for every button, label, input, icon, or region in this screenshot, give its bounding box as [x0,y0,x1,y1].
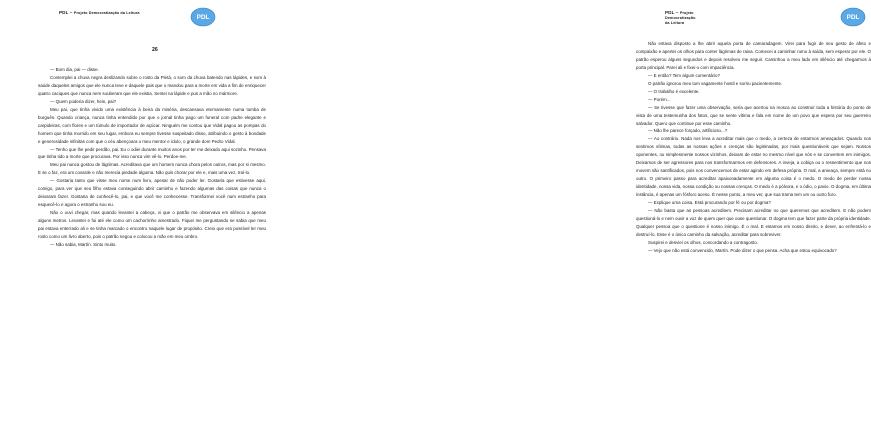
paragraph: — Ao contrário. Nada nos leva a acreditar mais que o medo, a certeza de estarmos ameaçados. Quando nos sentimos vítimas, todas as nossas ações e crenças são legitimadas, por mais questionáveis que sejam. Nossos oponentes, ou simplesmente nossos vizinhos, deixam de estar no mesmo nível que nós e se convertem em inimigos. Deixamos de ser agressores para nos transformarmos em defensores. A inveja, a cobiça ou o ressentimento que nos movem são santificados, pois nos convencemos de estar agindo em defesa própria. O mal, a ameaça, sempre está no outro. O primeiro passo para acreditar apaixonadamente em alguma coisa é o medo. O medo de perder nossa identidade, nossa vida, nossa condição ou nossas crenças. O medo é a pólvora, e o ódio, o pavio. O dogma, em última instância, é apenas um fósforo aceso. É nesse ponto, a meu ver, que sua trama tem um ou outro furo. [636,136,871,198]
paragraph: Meu pai, que tinha vivido uma existência à beira da miséria, descansava eternamente numa tumba de burguês. Quando criança, nunca tinha entendido por que o jornal tinha pago um funeral com padre elegante e carpideiras, com flores e um túmulo de importador de açúcar. Ninguém me contou que Vidal pagou as pompas do homem que tinha morrido em seu lugar, embora eu sempre tivesse suspeitado disso, atribuindo o gesto à bondade e generosidade infinitas com que o céu abençoara o meu mentor e ídolo, o grande dom Pedro Vidal. [38,106,266,144]
right-page-body [636,40,871,255]
right-page [300,0,871,424]
left-header-title: Projeto Democratização da Leitura [73,11,140,15]
paragraph: — O trabalho é excelente. [648,88,700,94]
paragraph: Não estava disposto a lhe abrir aquela porta de camaradagem. Virei para fugir de seu gesto de afeto e compaixão e apertei os olhos para conter lágrimas de raiva. Comecei a caminhar rumo à saída, sem esperar por ele. O patrão esperou alguns segundos e depois resolveu me seguir. Caminhou a meu lado em silêncio até chegarmos à porta principal. Parei ali e fixei-o com impaciência. [636,41,871,70]
paragraph: — Não sabia, Martín. Sinto muito. [50,241,117,247]
paragraph: — Gostaria tanto que visse meu nome num livro, apesar de não poder ler. Gostaria que estivesse aqui, comigo, para ver que seu filho estava conseguindo abrir caminho e fazendo algumas das coisas que nunca o deixaram fazer. Gostaria de conhecê-lo, pai, e que você me conhecesse. Transformei você num estranho para esquecê-lo e agora o estranho sou eu. [38,178,266,208]
paragraph: O patrão ignorou meu tom vagamente hostil e sorriu pacientemente. [648,80,783,86]
paragraph: — Não basta que as pessoas acreditem. Precisam acreditar no que queremos que acreditem. E não podem questioná-lo e nem ouvir a voz de quem quer que ouse questionar. O dogma tem que fazer parte da própria identidade. Qualquer pessoa que o questione é nosso inimigo. É o mal. E estamos em nosso direito, e dever, ao enfrentá-lo e destruí-lo. Esse é o único caminho da salvação, acreditar para sobreviver. [636,208,871,237]
left-running-header [59,10,140,20]
paragraph: Contemplei a chuva negra deslizando sobre o rosto da Pietá, o som da chuva batendo nas lápides, e som à saúde daqueles amigos que ele nunca teve e daquele pais que o mandou para a morte em vida a fim de enriquecer quatro caciques que nunca nem souberam que ele existia. Sentei na lápide e pus a mão no mármore. [38,74,266,96]
paragraph: Não o ouvi chegar, mas quando levantei a cabeça, vi que o patrão me observava em silêncio a apenas alguns metros. Levantei e fui até ele como um cachorrinho amestrado. Fiquei me perguntando se sabia que meu pai estava enterrado ali e se tinha marcado o encontro naquele lugar de propósito. Creio que era possível ler meu rosto como um livro aberto, pois o patrão negou e colocou a mão em meu ombro. [38,210,266,240]
paragraph: — E então? Tem algum comentário? [648,72,720,78]
page-number: 26 [152,47,158,53]
paragraph: — Se tivesse que fazer uma observação, seria que acertou na mosca ao construir toda a história do ponto de vista de uma testemunha dos fatos, que se sente vítima e fala em nome de um povo que espera por seu guerreiro salvador. Quero que continue por esse caminho. [636,104,871,126]
left-header-prefix: PDL – [59,10,74,15]
paragraph: Suspirei e desviei os olhos, concordando a contragosto. [648,239,759,245]
paragraph: Meu pai nunca gostou de lágrimas. Acreditava que um homem nunca chora pelos outros, mas por si mesmo. E se o faz, era um covarde e não merecia piedade alguma. Não quis chorar por ele e, mais uma vez, traí-lo. [38,162,266,176]
pdl-logo-icon [840,7,866,27]
paragraph: — Não lhe parece forçado, artificioso...? [648,128,728,134]
paragraph: — Porém... [648,96,671,102]
paragraph: — Vejo que não está convencido, Martín. Pode dizer o que pensa. Acha que estou equivocado? [648,247,837,253]
left-logo-text: PDL [196,14,210,22]
paragraph: — Quem poderia dizer, hein, pai? [50,98,117,104]
pdl-logo-icon [190,7,216,27]
right-running-header [665,10,696,25]
right-header-prefix: PDL – [665,10,680,15]
left-page [0,0,300,424]
right-logo-text: PDL [846,14,860,22]
right-header-title: Projeto Democratização da Leitura [665,11,696,25]
paragraph: — Explique uma coisa. Está procurando por fé ou por dogma? [648,200,771,206]
paragraph: — Bom dia, pai — disse. [50,67,99,72]
left-page-body [38,66,266,249]
paragraph: — Tenho que lhe pedir perdão, pai. Eu o odiei durante muitos anos por ter me deixado aqui sozinho. Pensava que tinha tido a morte que procurava. Por isso nunca vim vê-lo. Perdoe-me. [38,146,266,160]
